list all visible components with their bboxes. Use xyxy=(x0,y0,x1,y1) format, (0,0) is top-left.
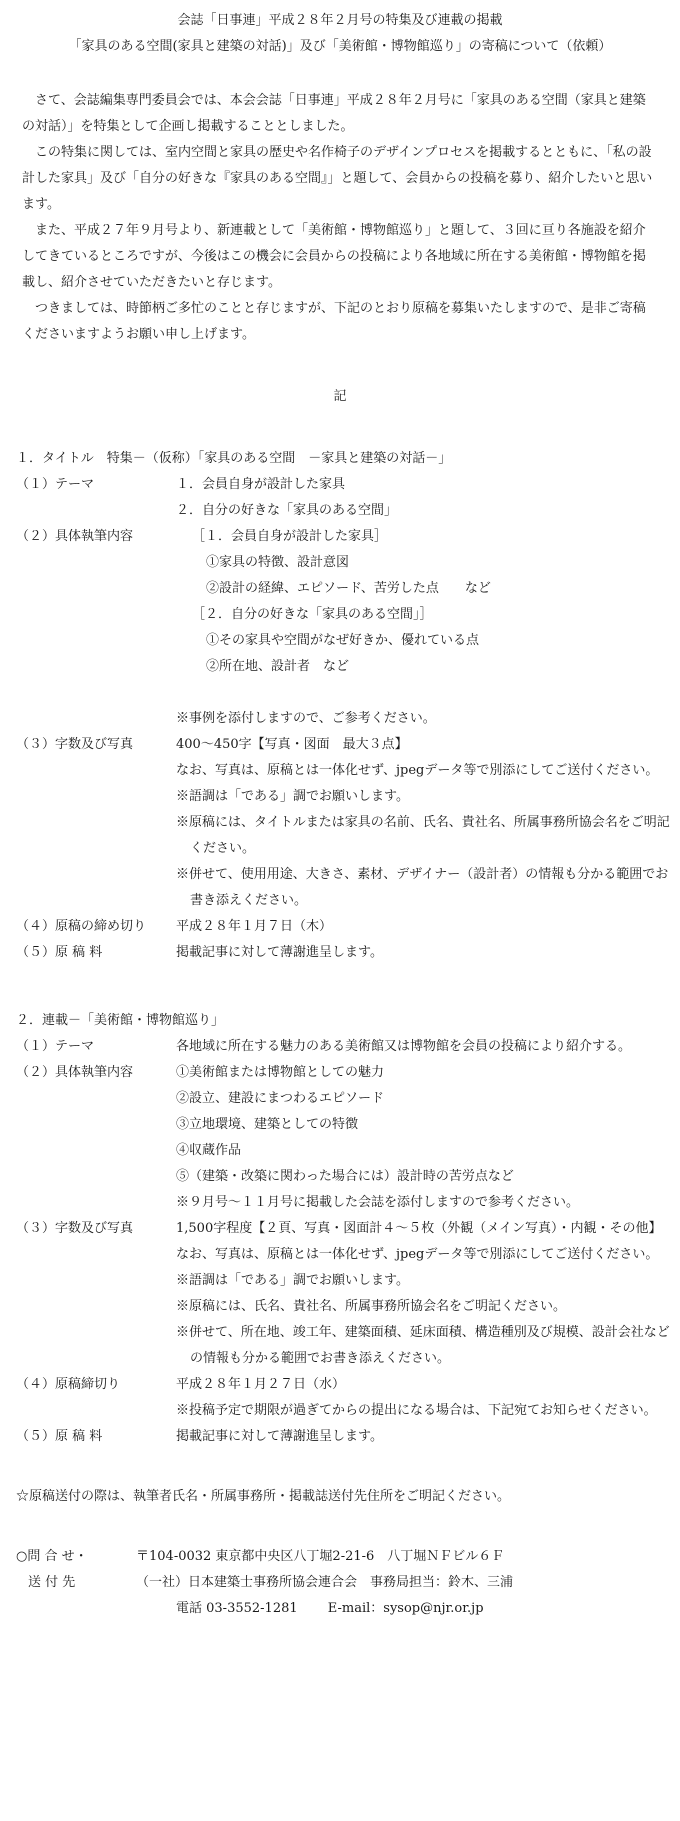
section1-content-item: ②所在地、設計者 など xyxy=(206,659,350,674)
example-note: ※事例を添付しますので、ご参考ください。 xyxy=(176,711,436,726)
intro-paragraph: この特集に関しては、室内空間と家具の歴史や名作椅子のデザインプロセスを掲載するとともに、「私の設計した家具」及び「自分の好きな『家具のある空間』」と題して、会員からの投稿を募り、紹介したいと思います。 xyxy=(22,145,653,212)
section1-deadline xyxy=(16,914,680,940)
intro-paragraph: さて、会誌編集専門委員会では、本会会誌「日事連」平成２８年２月号に「家具のある空間（家具と建築の対話）」を特集として企画し掲載することとしました。 xyxy=(22,93,646,134)
section1-count-item: ※併せて、使用用途、大きさ、素材、デザイナー（設計者）の情報も分かる範囲でお書き添えください。 xyxy=(176,867,669,908)
section2-count-item: ※語調は「である」調でお願いします。 xyxy=(176,1273,409,1288)
section2-deadline-value: 平成２８年１月２７日（水） xyxy=(176,1377,346,1392)
document-subtitle: 「家具のある空間(家具と建築の対話)」及び「美術館・博物館巡り」の寄稿について（依頼） xyxy=(68,39,612,54)
section1-count-label: （３）字数及び写真 xyxy=(16,737,134,752)
section2-theme-label: （１）テーマ xyxy=(16,1039,95,1054)
contact-label-send: 送 付 先 xyxy=(28,1575,76,1590)
section2-count-item: 1,500字程度【２頁、写真・図面計４～５枚（外観（メイン写真）・内観・その他】 xyxy=(176,1221,662,1236)
section2-heading: ２．連載－「美術館・博物館巡り」 xyxy=(16,1013,225,1028)
document-title: 会誌「日事連」平成２８年２月号の特集及び連載の掲載 xyxy=(177,13,503,28)
intro-paragraph: つきましては、時節柄ご多忙のことと存じますが、下記のとおり原稿を募集いたしますので、是非ご寄稿くださいますようお願い申し上げます。 xyxy=(22,301,646,342)
section1-count-item: ※原稿には、タイトルまたは家具の名前、氏名、貴社名、所属事務所協会名をご明記ください。 xyxy=(176,815,670,856)
section1-example-note xyxy=(16,706,680,732)
section1-theme-label: （１）テーマ xyxy=(16,477,95,492)
section1-content-item: ［２．自分の好きな「家具のある空間」］ xyxy=(192,607,433,622)
section2-deadline-note: ※投稿予定で期限が過ぎてからの提出になる場合は、下記宛てお知らせください。 xyxy=(176,1403,657,1418)
section1-count xyxy=(16,732,680,914)
section2-count xyxy=(16,1216,680,1372)
section1-heading: １．タイトル 特集－（仮称）「家具のある空間 －家具と建築の対話－」 xyxy=(16,451,452,466)
contact-tel-email: 電話 03-3552-1281 E-mail：sysop@njr.or.jp xyxy=(176,1601,484,1616)
section2-content-item: ④収蔵作品 xyxy=(176,1143,242,1158)
intro-paragraph: また、平成２７年９月号より、新連載として「美術館・博物館巡り」と題して、３回に亘り各施設を紹介してきているところですが、今後はこの機会に会員からの投稿により各地域に所在する美術館・博物館を掲載し、紹介させていただきたいと存じます。 xyxy=(22,223,646,290)
section2-fee-value: 掲載記事に対して薄謝進呈します。 xyxy=(176,1429,383,1444)
section1-content-label: （２）具体執筆内容 xyxy=(16,529,134,544)
contact-org: （一社）日本建築士事務所協会連合会 事務局担当：鈴木、三浦 xyxy=(136,1575,514,1590)
section2-deadline xyxy=(16,1372,680,1424)
section1-theme-item: ２．自分の好きな「家具のある空間」 xyxy=(176,503,398,518)
section1-count-item: 400～450字【写真・図面 最大３点】 xyxy=(176,737,408,752)
contact-label: ○問 合 せ・ xyxy=(16,1549,88,1564)
section1-content-item: ①家具の特徴、設計意図 xyxy=(206,555,350,570)
section1-content-item: ②設計の経緯、エピソード、苦労した点 など xyxy=(206,581,491,596)
document-page xyxy=(0,8,680,1821)
section1-content-item: ［１．会員自身が設計した家具］ xyxy=(192,529,388,544)
footer-note: ☆原稿送付の際は、執筆者氏名・所属事務所・掲載誌送付先住所をご明記ください。 xyxy=(16,1489,511,1504)
section2-fee xyxy=(16,1424,680,1450)
section1-content xyxy=(16,524,680,706)
section2-count-item: ※併せて、所在地、竣工年、建築面積、延床面積、構造種別及び規模、設計会社などの情報も分かる範囲でお書き添えください。 xyxy=(176,1325,670,1366)
section2-content-item: ③立地環境、建築としての特徴 xyxy=(176,1117,359,1132)
section2-content-label: （２）具体執筆内容 xyxy=(16,1065,134,1080)
section2-theme-value: 各地域に所在する魅力のある美術館又は博物館を会員の投稿により紹介する。 xyxy=(176,1039,632,1054)
section2-fee-label: （５）原 稿 料 xyxy=(16,1429,103,1444)
section1-theme xyxy=(16,472,680,524)
section2-content-item: ②設立、建設にまつわるエピソード xyxy=(176,1091,385,1106)
section1-fee-value: 掲載記事に対して薄謝進呈します。 xyxy=(176,945,383,960)
section2-deadline-label: （４）原稿締切り xyxy=(16,1377,121,1392)
section2-content-item: ※９月号～１１月号に掲載した会誌を添付しますので参考ください。 xyxy=(176,1195,580,1210)
intro-text xyxy=(22,88,656,348)
section1-theme-item: １．会員自身が設計した家具 xyxy=(176,477,346,492)
section1-fee xyxy=(16,940,680,966)
section2-content-item: ①美術館または博物館としての魅力 xyxy=(176,1065,385,1080)
contact-block xyxy=(16,1544,680,1622)
section1-count-item: なお、写真は、原稿とは一体化せず、jpegデータ等で別添にしてご送付ください。 xyxy=(176,763,659,778)
section2-count-label: （３）字数及び写真 xyxy=(16,1221,134,1236)
section1-deadline-label: （４）原稿の締め切り xyxy=(16,919,147,934)
contact-address: 〒104-0032 東京都中央区八丁堀2-21-6 八丁堀ＮＦビル６Ｆ xyxy=(136,1549,505,1564)
section2-theme xyxy=(16,1034,680,1060)
ki-heading: 記 xyxy=(333,389,347,404)
section1-count-item: ※語調は「である」調でお願いします。 xyxy=(176,789,409,804)
section2-count-item: ※原稿には、氏名、貴社名、所属事務所協会名をご明記ください。 xyxy=(176,1299,567,1314)
section2-content-item: ⑤（建築・改築に関わった場合には）設計時の苦労点など xyxy=(176,1169,514,1184)
section2-count-item: なお、写真は、原稿とは一体化せず、jpegデータ等で別添にしてご送付ください。 xyxy=(176,1247,659,1262)
section2-content xyxy=(16,1060,680,1216)
section1-deadline-value: 平成２８年１月７日（木） xyxy=(176,919,333,934)
section1-content-item: ①その家具や空間がなぜ好きか、優れている点 xyxy=(206,633,480,648)
section1-fee-label: （５）原 稿 料 xyxy=(16,945,103,960)
